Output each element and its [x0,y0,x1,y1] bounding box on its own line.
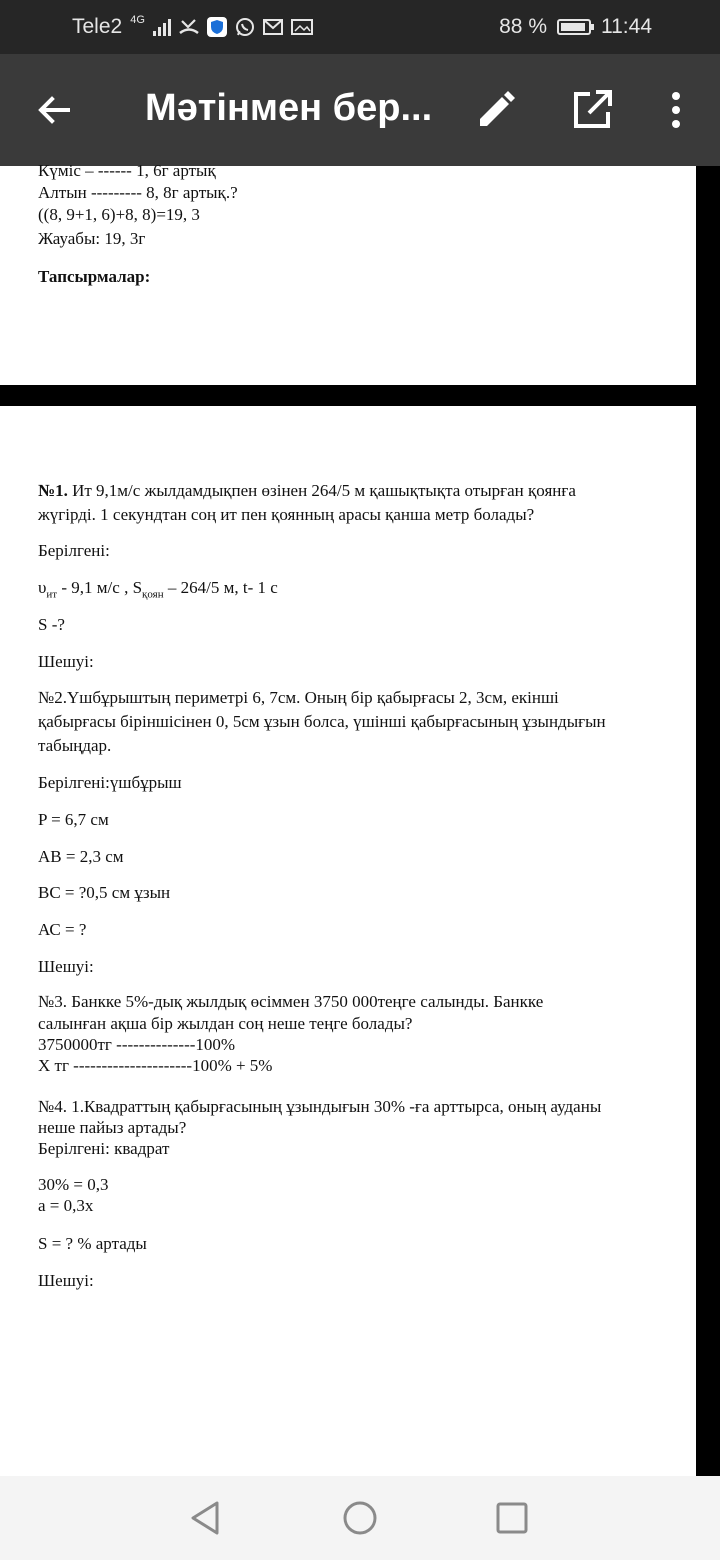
given-value: АВ = 2,3 см [38,847,124,866]
given-value: 30% = 0,3 [38,1175,109,1194]
problem-text: №3. Банкке 5%-дық жылдық өсіммен 3750 000теңге салынды. Банкке [38,992,544,1011]
signal-icon [153,18,171,36]
subscript: ит [46,588,58,601]
carrier-name: Tele2 [72,15,123,38]
missed-call-icon [179,18,199,36]
formula-line [38,576,278,600]
proportion-line: 3750000тг --------------100% [38,1035,236,1054]
back-triangle-icon[interactable] [186,1498,226,1538]
text-line: Алтын --------- 8, 8г артық.? [38,183,238,202]
velocity-symbol: υ [38,578,47,597]
more-vert-icon[interactable] [654,88,698,132]
gallery-icon [291,18,313,36]
app-toolbar [0,54,720,166]
open-external-icon[interactable] [570,88,614,132]
problem-text: №2.Үшбұрыштың периметрі 6, 7см. Оның бір қабырғасы 2, 3см, екінші [38,688,559,707]
problem-text: салынған ақша бір жылдан соң неше теңге болады? [38,1014,413,1033]
formula-text: - 9,1 м/с , S [57,578,143,597]
status-bar [0,0,720,54]
solution-label: Шешуі: [38,652,94,671]
given-value: P = 6,7 см [38,810,109,829]
problem-text: қабырғасы біріншісінен 0, 5см ұзын болса, үшінші қабырғасының ұзындығын [38,712,606,731]
home-circle-icon[interactable] [340,1498,380,1538]
formula-text: – 264/5 м, t- 1 с [163,578,278,597]
battery-percent: 88 % [499,15,547,38]
gmail-icon [263,18,283,36]
shield-app-icon [207,17,227,37]
status-right [499,15,652,39]
document-title: Мәтінмен бер... [145,87,433,129]
text-line: Күміс – ------ 1, 6г артық [38,161,216,180]
given-value: ВС = ?0,5 см ұзын [38,883,171,902]
problem-1-line [38,479,576,503]
clock: 11:44 [601,15,652,38]
whatsapp-icon [235,17,255,37]
section-heading: Тапсырмалар: [38,267,151,286]
edit-pencil-icon[interactable] [474,88,518,132]
problem-text: жүгірді. 1 секундтан соң ит пен қоянның арасы қанша метр болады? [38,505,535,524]
text-line: ((8, 9+1, 6)+8, 8)=19, 3 [38,205,200,224]
problem-text: №4. 1.Квадраттың қабырғасының ұзындығын 30% -ға арттырса, оның ауданы [38,1097,602,1116]
recents-square-icon[interactable] [492,1498,532,1538]
battery-icon [557,19,591,35]
given-label: Берілгені:үшбұрыш [38,773,182,792]
problem-text: неше пайыз артады? [38,1118,187,1137]
proportion-line: Х тг ---------------------100% + 5% [38,1056,273,1075]
solution-label: Шешуі: [38,1271,94,1290]
find-line: S -? [38,615,65,634]
problem-text: табыңдар. [38,736,112,755]
document-page-1[interactable] [0,161,696,385]
subscript: қоян [142,588,164,601]
given-value: а = 0,3х [38,1196,94,1215]
network-type: 4G [130,14,145,26]
find-line: S = ? % артады [38,1234,147,1253]
problem-text: Ит 9,1м/с жылдамдықпен өзінен 264/5 м қашықтықта отырған қоянға [72,481,576,500]
system-nav-bar [0,1476,720,1560]
given-label: Берілгені: [38,541,110,560]
text-line: Жауабы: 19, 3г [38,229,146,248]
problem-number: №1. [38,481,68,500]
solution-label: Шешуі: [38,957,94,976]
back-arrow-icon[interactable] [32,88,76,132]
given-value: АС = ? [38,920,87,939]
status-left [72,15,313,39]
document-page-2[interactable] [0,406,696,1476]
given-label: Берілгені: квадрат [38,1139,170,1158]
